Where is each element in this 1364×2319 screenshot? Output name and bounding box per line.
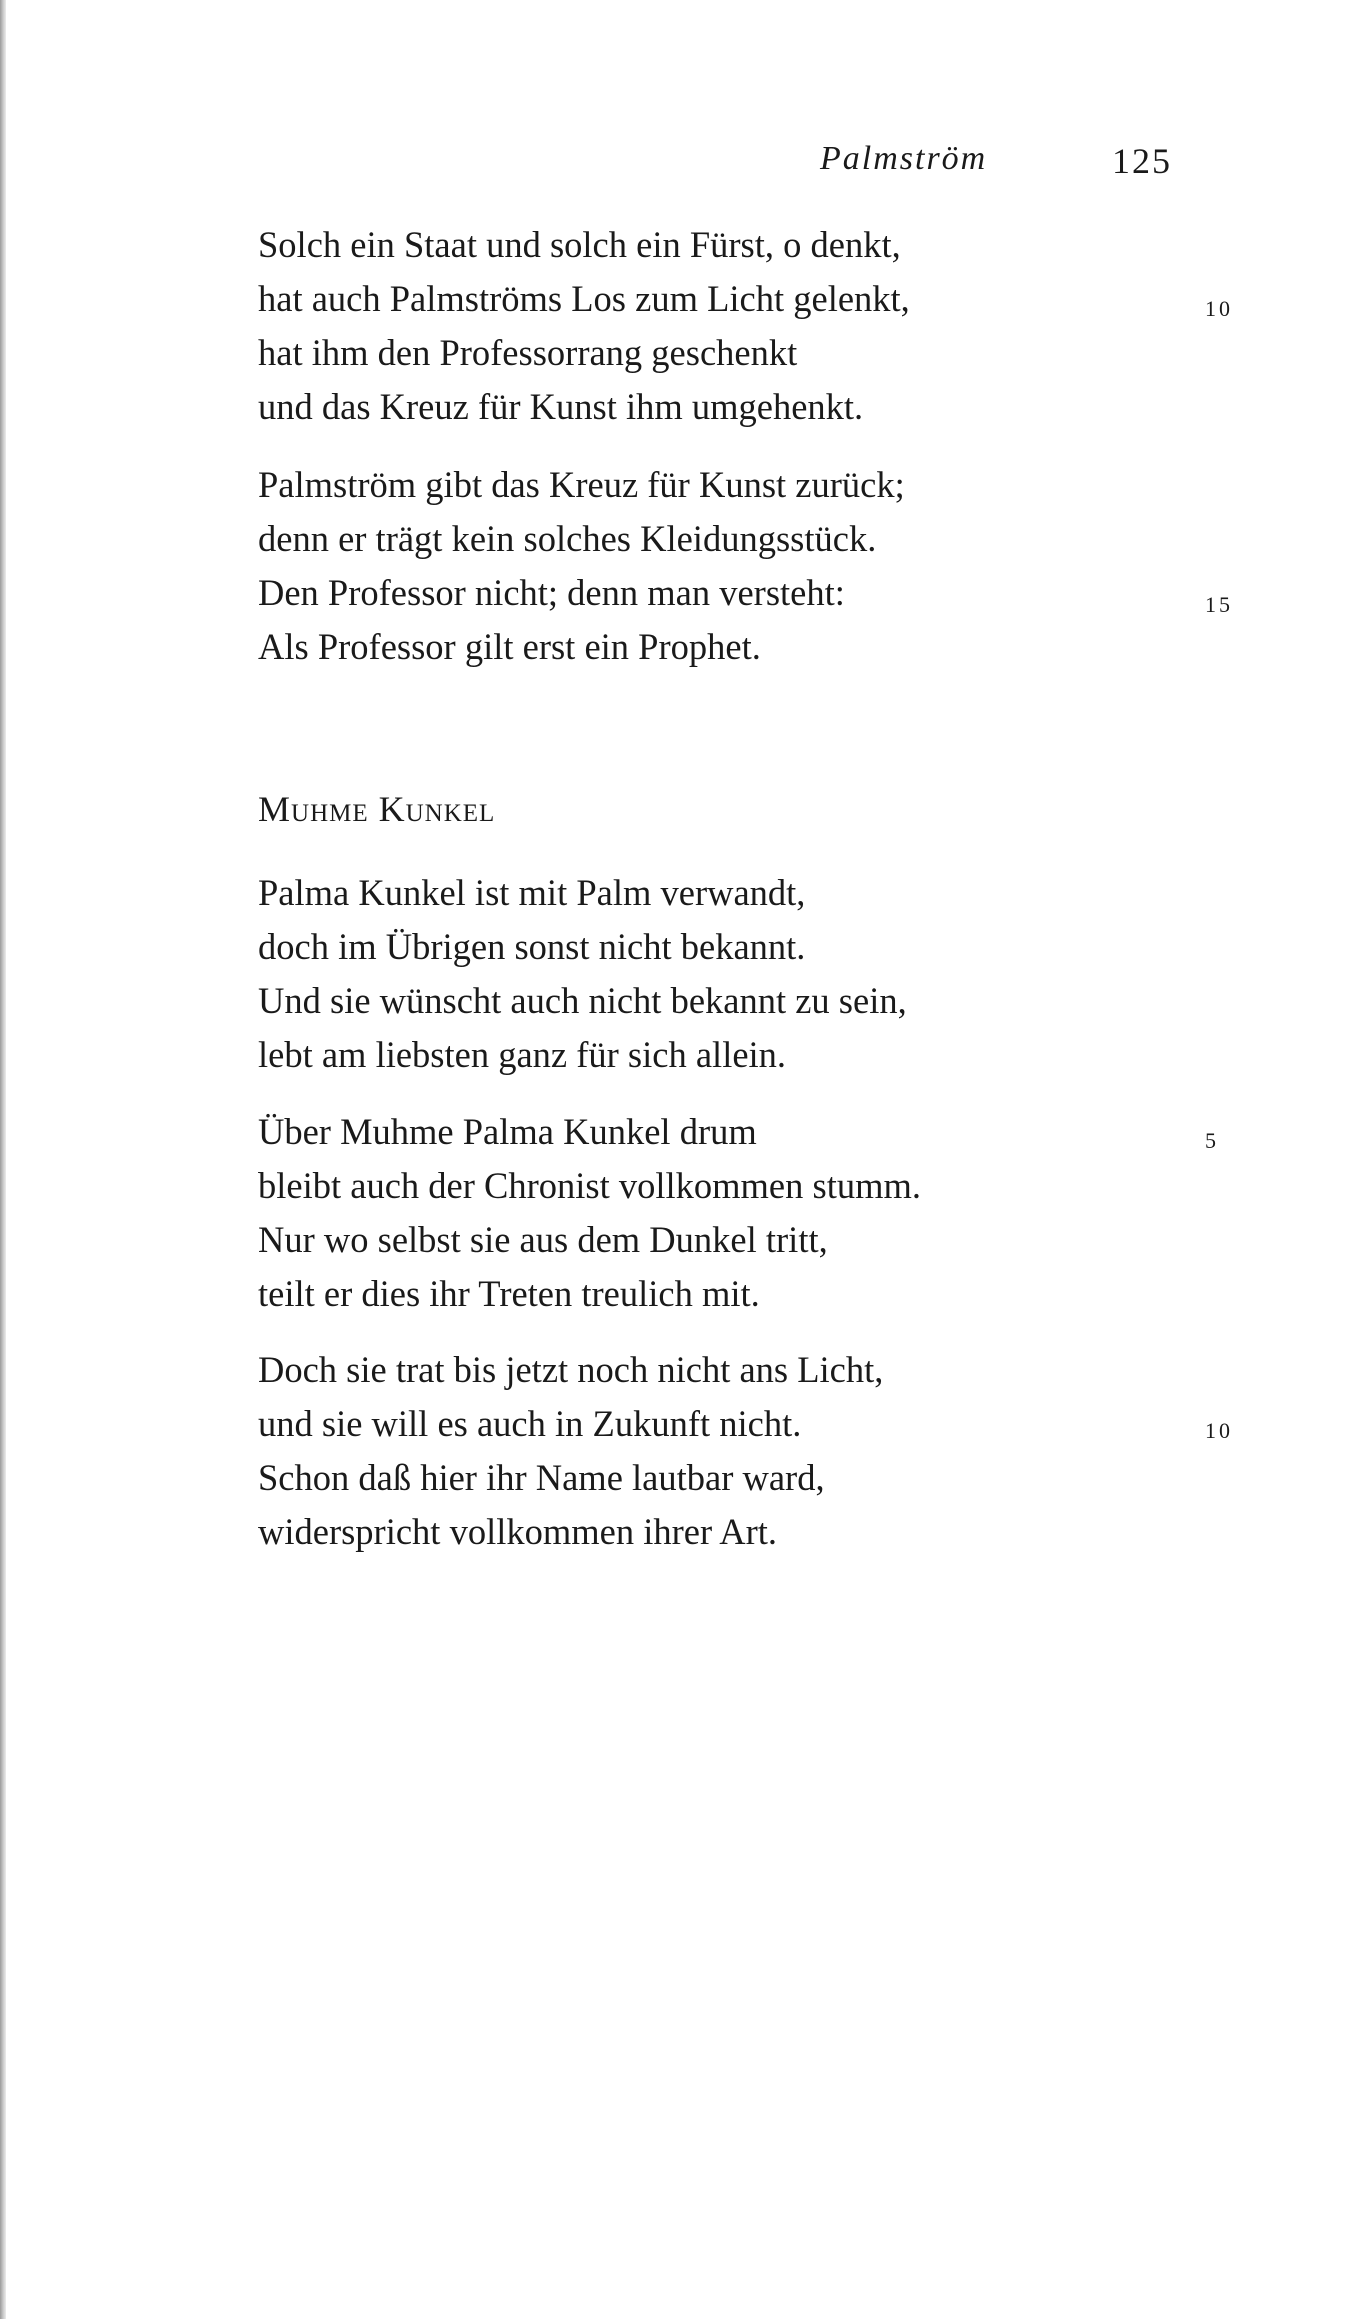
verse-line: hat ihm den Professorrang geschenkt: [258, 332, 798, 373]
verse-line: und sie will es auch in Zukunft nicht.: [258, 1403, 802, 1444]
verse-line: doch im Übrigen sonst nicht bekannt.: [258, 926, 806, 967]
line-number: 10: [1205, 296, 1233, 321]
verse-line: Und sie wünscht auch nicht bekannt zu sein,: [258, 980, 907, 1021]
verse-line: Als Professor gilt erst ein Prophet.: [258, 626, 761, 667]
poem-title: Muhme Kunkel: [258, 789, 496, 829]
line-number: 10: [1205, 1418, 1233, 1443]
verse-line: Schon daß hier ihr Name lautbar ward,: [258, 1457, 825, 1498]
verse-line: Den Professor nicht; denn man versteht:: [258, 572, 845, 613]
verse-line: hat auch Palmströms Los zum Licht gelenkt,: [258, 278, 910, 319]
verse-line: bleibt auch der Chronist vollkommen stumm.: [258, 1165, 922, 1206]
page-binding-edge: [0, 0, 6, 2319]
verse-line: Palma Kunkel ist mit Palm verwandt,: [258, 872, 806, 913]
verse-line: denn er trägt kein solches Kleidungsstück.: [258, 518, 877, 559]
verse-line: Über Muhme Palma Kunkel drum: [258, 1111, 757, 1152]
poem1-stanza-1: [258, 218, 910, 434]
verse-line: Doch sie trat bis jetzt noch nicht ans Licht,: [258, 1349, 884, 1390]
poem2-stanza-1: [258, 866, 907, 1082]
poem2-stanza-3: [258, 1343, 883, 1559]
poem2-stanza-2: [258, 1105, 921, 1321]
verse-line: lebt am liebsten ganz für sich allein.: [258, 1034, 787, 1075]
verse-line: widerspricht vollkommen ihrer Art.: [258, 1511, 778, 1552]
verse-line: Palmström gibt das Kreuz für Kunst zurück;: [258, 464, 905, 505]
line-number: 15: [1205, 592, 1233, 617]
page-number: 125: [1112, 141, 1172, 181]
running-title: Palmström: [820, 140, 988, 177]
verse-line: Solch ein Staat und solch ein Fürst, o denkt,: [258, 224, 901, 265]
verse-line: Nur wo selbst sie aus dem Dunkel tritt,: [258, 1219, 828, 1260]
poem1-stanza-2: [258, 458, 905, 674]
verse-line: und das Kreuz für Kunst ihm umgehenkt.: [258, 386, 864, 427]
line-number: 5: [1205, 1128, 1219, 1153]
verse-line: teilt er dies ihr Treten treulich mit.: [258, 1273, 760, 1314]
